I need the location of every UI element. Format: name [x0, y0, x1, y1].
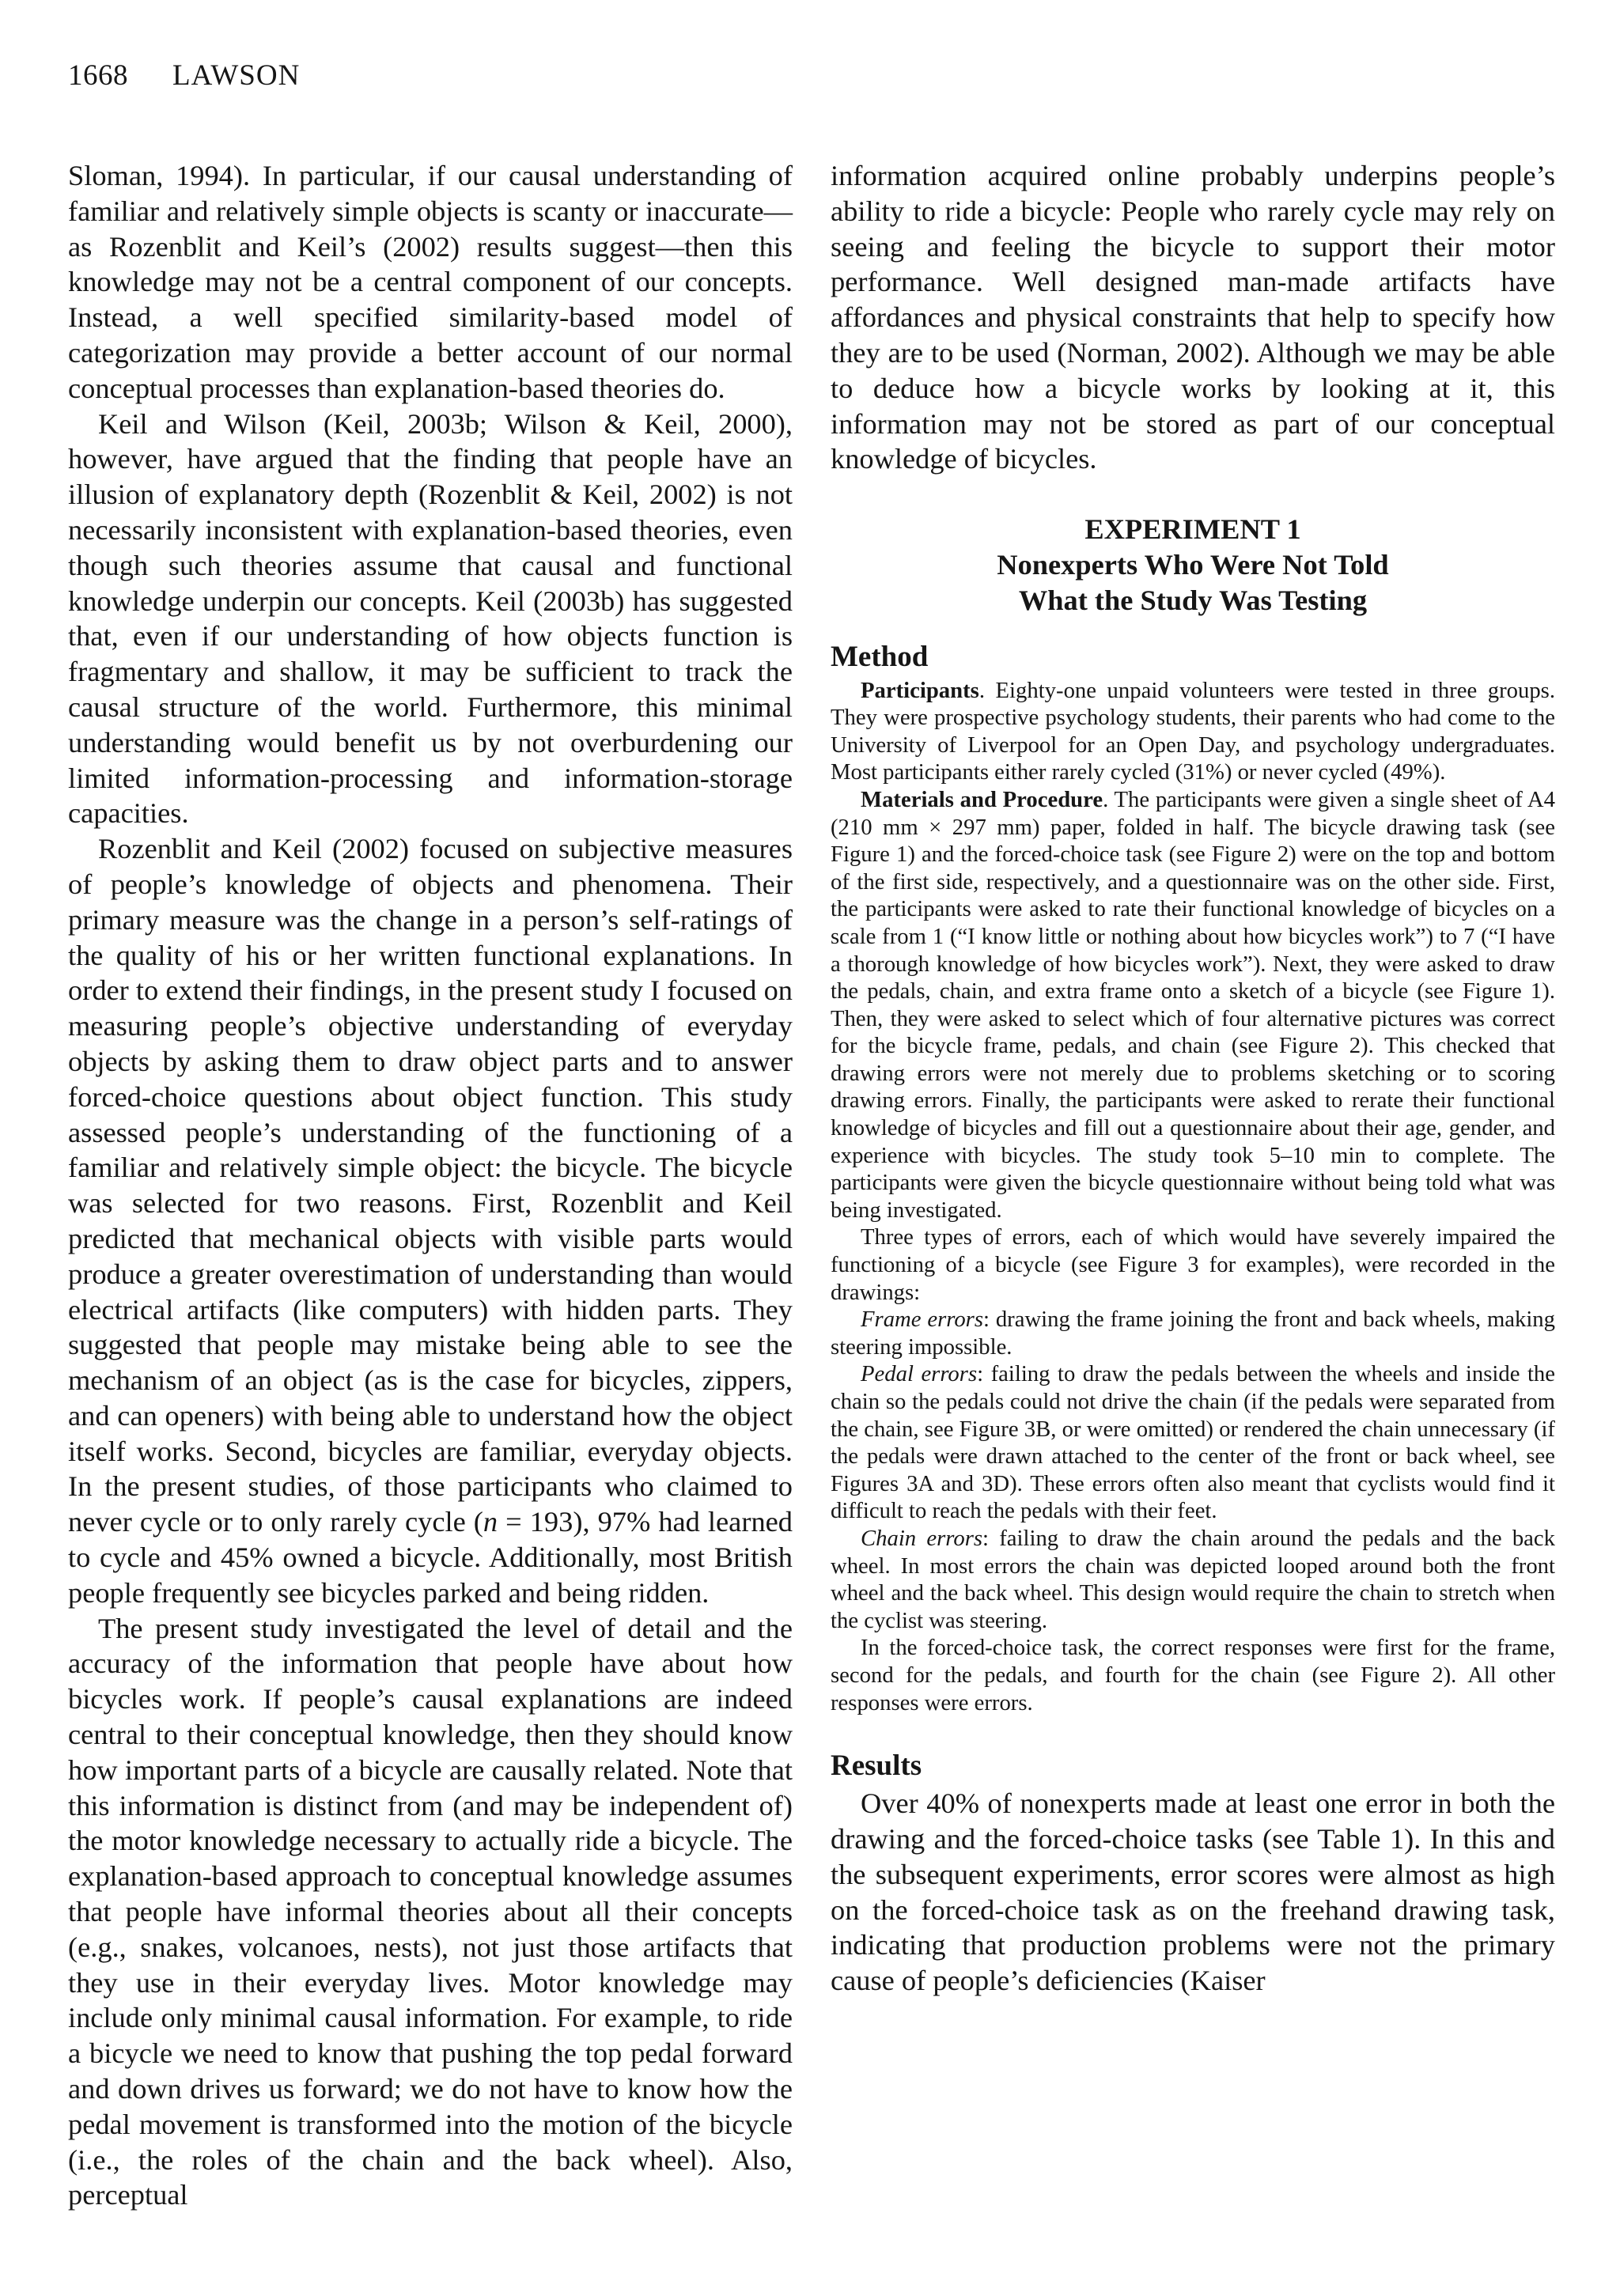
- paragraph: information acquired online probably underpins people’s ability to ride a bicycle: People who rarely cycle may rely on seeing and feeling the bicycle to support their motor performance. Well designed man-made artifacts have affordances and physical constraints that help to specify how they are to be used (Norman, 2002). Although we may be able to deduce how a bicycle works by looking at it, this information may not be stored as part of our conceptual knowledge of bicycles.: [831, 160, 1555, 475]
- paragraph-text: . Eighty-one unpaid volunteers were tested in three groups. They were prospective psychology students, their parents who had come to the University of Liverpool for an Open Day, and psychology undergraduates. Most participants either rarely cycled (31%) or never cycled (49%).: [831, 677, 1555, 785]
- paragraph-text: : failing to draw the chain around the pedals and the back wheel. In most errors the chain was depicted looped around both the front wheel and the back wheel. This design would require the chain to stretch when the cyclist was steering.: [831, 1525, 1555, 1633]
- paragraph: Three types of errors, each of which would have severely impaired the functioning of a bicycle (see Figure 3 for examples), were recorded in the drawings:: [831, 1224, 1555, 1305]
- chain-errors-paragraph: [831, 1525, 1555, 1634]
- paragraph-text: : failing to draw the pedals between the wheels and inside the chain so the pedals could not drive the chain (if the pedals were separated from the chain, see Figure 3B, or were omitted) or rendered the chain unnecessary (if the pedals were drawn attached to the center of the front or back wheel, see Figures 3A and 3D). These errors often also meant that cyclists would find it difficult to reach the pedals with their feet.: [831, 1361, 1555, 1524]
- pedal-errors-label: Pedal errors: [861, 1361, 978, 1387]
- paragraph-text: = 193), 97% had learned to cycle and 45% owned a bicycle. Additionally, most British people frequently see bicycles parked and being ridden.: [68, 1506, 793, 1609]
- paragraph: The present study investigated the level of detail and the accuracy of the information that people have about how bicycles work. If people’s causal explanations are indeed central to their conceptual knowledge, then they should know how important parts of a bicycle are causally related. Note that this information is distinct from (and may be independent of) the motor knowledge necessary to actually ride a bicycle. The explanation-based approach to conceptual knowledge assumes that people have informal theories about all their concepts (e.g., snakes, volcanoes, nests), not just those artifacts that they use in their everyday lives. Motor knowledge may include only minimal causal information. For example, to ride a bicycle we need to know that pushing the top pedal forward and down drives us forward; we do not have to know how the pedal movement is transformed into the motion of the bicycle (i.e., the roles of the chain and the back wheel). Also, perceptual: [68, 1612, 793, 2211]
- paragraph-text: Rozenblit and Keil (2002) focused on subjective measures of people’s knowledge of objects and phenomena. Their primary measure was the change in a person’s self-ratings of the quality of his or her written functional explanations. In order to extend their findings, in the present study I focused on measuring people’s objective understanding of everyday objects by asking them to draw object parts and to answer forced-choice questions about object function. This study assessed people’s understanding of the functioning of a familiar and relatively simple object: the bicycle. The bicycle was selected for two reasons. First, Rozenblit and Keil predicted that mechanical objects with visible parts would produce a greater overestimation of understanding than would electrical artifacts (like computers) with hidden parts. They suggested that people may mistake being able to see the mechanism of an object (as is the case for bicycles, zippers, and can openers) with being able to understand how the object itself works. Second, bicycles are familiar, everyday objects. In the present studies, of those participants who claimed to never cycle or to only rarely cycle (: [68, 833, 793, 1538]
- paragraph-text: : drawing the frame joining the front and back wheels, making steering impossible.: [831, 1307, 1555, 1360]
- pedal-errors-paragraph: [831, 1360, 1555, 1525]
- right-column: [831, 158, 1555, 1999]
- paragraph: [68, 831, 793, 1611]
- page-number: 1668: [68, 59, 128, 92]
- method-heading: Method: [831, 640, 929, 673]
- participants-paragraph: [831, 677, 1555, 786]
- chain-errors-label: Chain errors: [861, 1525, 983, 1551]
- experiment-number: EXPERIMENT 1: [1084, 513, 1301, 546]
- results-heading: Results: [831, 1749, 922, 1783]
- experiment-title-line: Nonexperts Who Were Not Told: [997, 548, 1389, 581]
- experiment-title-line: What the Study Was Testing: [1018, 584, 1368, 616]
- left-column: [68, 158, 793, 2213]
- paragraph-text: . The participants were given a single sheet of A4 (210 mm × 297 mm) paper, folded in half. The bicycle drawing task (see Figure 1) and the forced-choice task (see Figure 2) were on the top and bottom of the first side, respectively, and a questionnaire was on the other side. First, the participants were asked to rate their functional knowledge of bicycles on a scale from 1 (“I know little or nothing about how bicycles work”) to 7 (“I have a thorough knowledge of how bicycles work”). Next, they were asked to draw the pedals, chain, and extra frame onto a sketch of a bicycle (see Figure 1). Then, they were asked to select which of four alternative pictures was correct for the bicycle frame, pedals, and chain (see Figure 2). This checked that drawing errors were not merely due to problems sketching or to scoring drawing errors. Finally, the participants were asked to rerate their functional knowledge of bicycles and fill out a questionnaire about their age, gender, and experience with bicycles. The study took 5–10 min to complete. The participants were given the bicycle questionnaire without being told what was being investigated.: [831, 786, 1555, 1223]
- running-head-author: LAWSON: [172, 59, 301, 92]
- participants-label: Participants: [861, 677, 979, 703]
- paragraph: In the forced-choice task, the correct responses were first for the frame, second for the pedals, and fourth for the chain (see Figure 2). All other responses were errors.: [831, 1635, 1555, 1715]
- paragraph: Over 40% of nonexperts made at least one error in both the drawing and the forced-choice tasks (see Table 1). In this and the subsequent experiments, error scores were almost as high on the forced-choice task as on the freehand drawing task, indicating that production problems were not the primary cause of people’s deficiencies (Kaiser: [831, 1787, 1555, 1997]
- materials-paragraph: [831, 786, 1555, 1224]
- paragraph: Sloman, 1994). In particular, if our causal understanding of familiar and relatively simple objects is scanty or inaccurate—as Rozenblit and Keil’s (2002) results suggest—then this knowledge may not be a central component of our concepts. Instead, a well specified similarity-based model of categorization may provide a better account of our normal conceptual processes than explanation-based theories do.: [68, 160, 793, 404]
- experiment-heading: [831, 512, 1555, 618]
- running-head: [68, 59, 300, 93]
- frame-errors-paragraph: [831, 1306, 1555, 1360]
- paragraph: Keil and Wilson (Keil, 2003b; Wilson & Keil, 2000), however, have argued that the finding that people have an illusion of explanatory depth (Rozenblit & Keil, 2002) is not necessarily inconsistent with explanation-based theories, even though such theories assume that causal and functional knowledge underpin our concepts. Keil (2003b) has suggested that, even if our understanding of how objects function is fragmentary and shallow, it may be sufficient to track the causal structure of the world. Furthermore, this minimal understanding would benefit us by not overburdening our limited information-processing and information-storage capacities.: [68, 407, 793, 830]
- materials-label: Materials and Procedure: [861, 786, 1103, 812]
- frame-errors-label: Frame errors: [861, 1307, 984, 1333]
- sample-size-symbol: n: [483, 1506, 498, 1538]
